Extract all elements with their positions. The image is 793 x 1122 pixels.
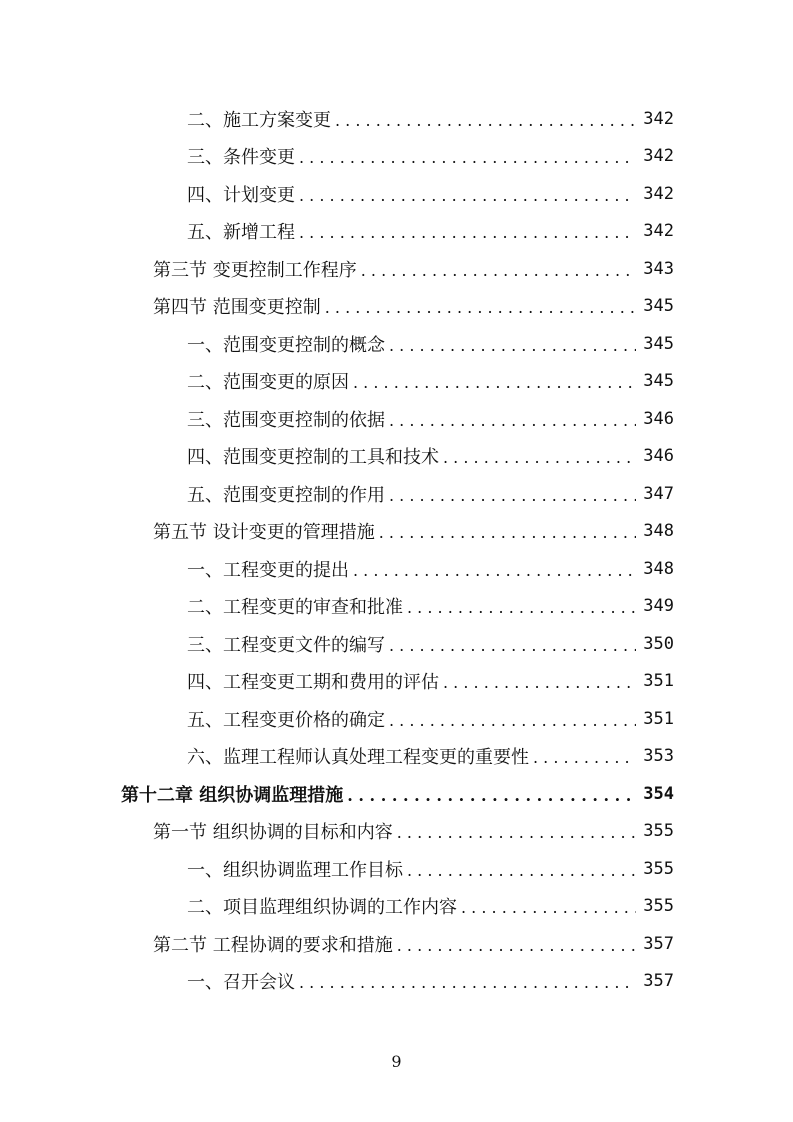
toc-entry-page: 346 <box>643 446 674 467</box>
toc-entry-title: 三、范围变更控制的依据 <box>187 409 385 431</box>
toc-entry-page: 345 <box>643 371 674 392</box>
toc-entry[interactable] <box>0 288 793 326</box>
toc-entry[interactable] <box>0 138 793 176</box>
toc-entry-title: 四、计划变更 <box>187 184 295 206</box>
toc-entry[interactable] <box>0 888 793 926</box>
toc-entry-title: 五、范围变更控制的作用 <box>187 484 385 506</box>
toc-dot-leader <box>299 225 636 241</box>
toc-entry[interactable] <box>0 213 793 251</box>
toc-entry-title: 第十二章 组织协调监理措施 <box>121 784 344 806</box>
toc-entry-page: 351 <box>643 708 674 729</box>
toc-entry[interactable] <box>0 550 793 588</box>
toc-entry-page: 342 <box>643 183 674 204</box>
toc-entry[interactable] <box>0 325 793 363</box>
toc-entry-title: 一、范围变更控制的概念 <box>187 334 385 356</box>
toc-entry-page: 355 <box>643 821 674 842</box>
toc-entry[interactable] <box>0 700 793 738</box>
toc-entry-page: 350 <box>643 633 674 654</box>
toc-entry[interactable] <box>0 175 793 213</box>
toc-dot-leader <box>353 375 636 391</box>
toc-entry-page: 354 <box>643 783 674 804</box>
toc-dot-leader <box>533 750 636 766</box>
toc-entry[interactable] <box>0 438 793 476</box>
toc-entry-page: 345 <box>643 333 674 354</box>
toc-entry[interactable] <box>0 738 793 776</box>
toc-entry-title: 二、施工方案变更 <box>187 109 331 131</box>
toc-entry-title: 三、工程变更文件的编写 <box>187 634 385 656</box>
toc-entry-title: 三、条件变更 <box>187 147 295 169</box>
toc-entry[interactable] <box>0 363 793 401</box>
toc-entry-title: 第二节 工程协调的要求和措施 <box>153 934 393 956</box>
toc-entry-title: 二、工程变更的审查和批准 <box>187 597 403 619</box>
toc-entry-page: 349 <box>643 596 674 617</box>
toc-entry[interactable] <box>0 963 793 1001</box>
toc-entry-title: 一、组织协调监理工作目标 <box>187 859 403 881</box>
toc-entry-page: 355 <box>643 896 674 917</box>
toc-dot-leader <box>389 713 636 729</box>
toc-entry-title: 第三节 变更控制工作程序 <box>153 259 357 281</box>
toc-entry-page: 355 <box>643 858 674 879</box>
toc-dot-leader <box>443 450 636 466</box>
toc-dot-leader <box>397 938 636 954</box>
toc-entry-page: 357 <box>643 971 674 992</box>
page-number: 9 <box>391 1052 402 1071</box>
toc-entry[interactable] <box>0 775 793 813</box>
toc-entry-title: 一、召开会议 <box>187 972 295 994</box>
toc-entry[interactable] <box>0 513 793 551</box>
toc-entry-title: 六、监理工程师认真处理工程变更的重要性 <box>187 747 529 769</box>
toc-entry-page: 343 <box>643 258 674 279</box>
toc-dot-leader <box>389 413 636 429</box>
toc-dot-leader <box>299 150 636 166</box>
toc-entry-page: 342 <box>643 221 674 242</box>
toc-dot-leader <box>407 600 636 616</box>
toc-dot-leader <box>361 263 636 279</box>
toc-dot-leader <box>379 525 636 541</box>
toc-dot-leader <box>389 488 636 504</box>
toc-entry[interactable] <box>0 100 793 138</box>
toc-entry[interactable] <box>0 663 793 701</box>
table-of-contents <box>0 100 793 1000</box>
toc-entry-title: 二、项目监理组织协调的工作内容 <box>187 897 457 919</box>
toc-entry[interactable] <box>0 250 793 288</box>
toc-entry-title: 二、范围变更的原因 <box>187 372 349 394</box>
toc-entry-page: 348 <box>643 558 674 579</box>
toc-dot-leader <box>461 900 636 916</box>
toc-entry-page: 348 <box>643 521 674 542</box>
toc-entry-page: 342 <box>643 108 674 129</box>
toc-entry-title: 第四节 范围变更控制 <box>153 297 321 319</box>
toc-entry[interactable] <box>0 850 793 888</box>
toc-dot-leader <box>347 788 636 804</box>
toc-entry-title: 第五节 设计变更的管理措施 <box>153 522 375 544</box>
toc-dot-leader <box>407 863 636 879</box>
toc-entry-title: 第一节 组织协调的目标和内容 <box>153 822 393 844</box>
toc-dot-leader <box>325 300 636 316</box>
toc-entry-page: 345 <box>643 296 674 317</box>
toc-entry-title: 四、工程变更工期和费用的评估 <box>187 672 439 694</box>
toc-entry[interactable] <box>0 925 793 963</box>
toc-entry-title: 一、工程变更的提出 <box>187 559 349 581</box>
toc-dot-leader <box>335 113 636 129</box>
toc-dot-leader <box>389 338 636 354</box>
toc-entry[interactable] <box>0 475 793 513</box>
toc-entry-page: 346 <box>643 408 674 429</box>
toc-entry-page: 342 <box>643 146 674 167</box>
toc-entry-title: 四、范围变更控制的工具和技术 <box>187 447 439 469</box>
toc-dot-leader <box>443 675 636 691</box>
toc-entry[interactable] <box>0 400 793 438</box>
toc-dot-leader <box>299 188 636 204</box>
toc-entry-page: 353 <box>643 746 674 767</box>
toc-dot-leader <box>353 563 636 579</box>
toc-entry-page: 357 <box>643 933 674 954</box>
toc-dot-leader <box>299 975 636 991</box>
toc-entry[interactable] <box>0 588 793 626</box>
toc-entry[interactable] <box>0 813 793 851</box>
toc-entry[interactable] <box>0 625 793 663</box>
toc-entry-title: 五、新增工程 <box>187 222 295 244</box>
toc-entry-title: 五、工程变更价格的确定 <box>187 709 385 731</box>
toc-dot-leader <box>397 825 636 841</box>
toc-entry-page: 351 <box>643 671 674 692</box>
toc-dot-leader <box>389 638 636 654</box>
toc-entry-page: 347 <box>643 483 674 504</box>
